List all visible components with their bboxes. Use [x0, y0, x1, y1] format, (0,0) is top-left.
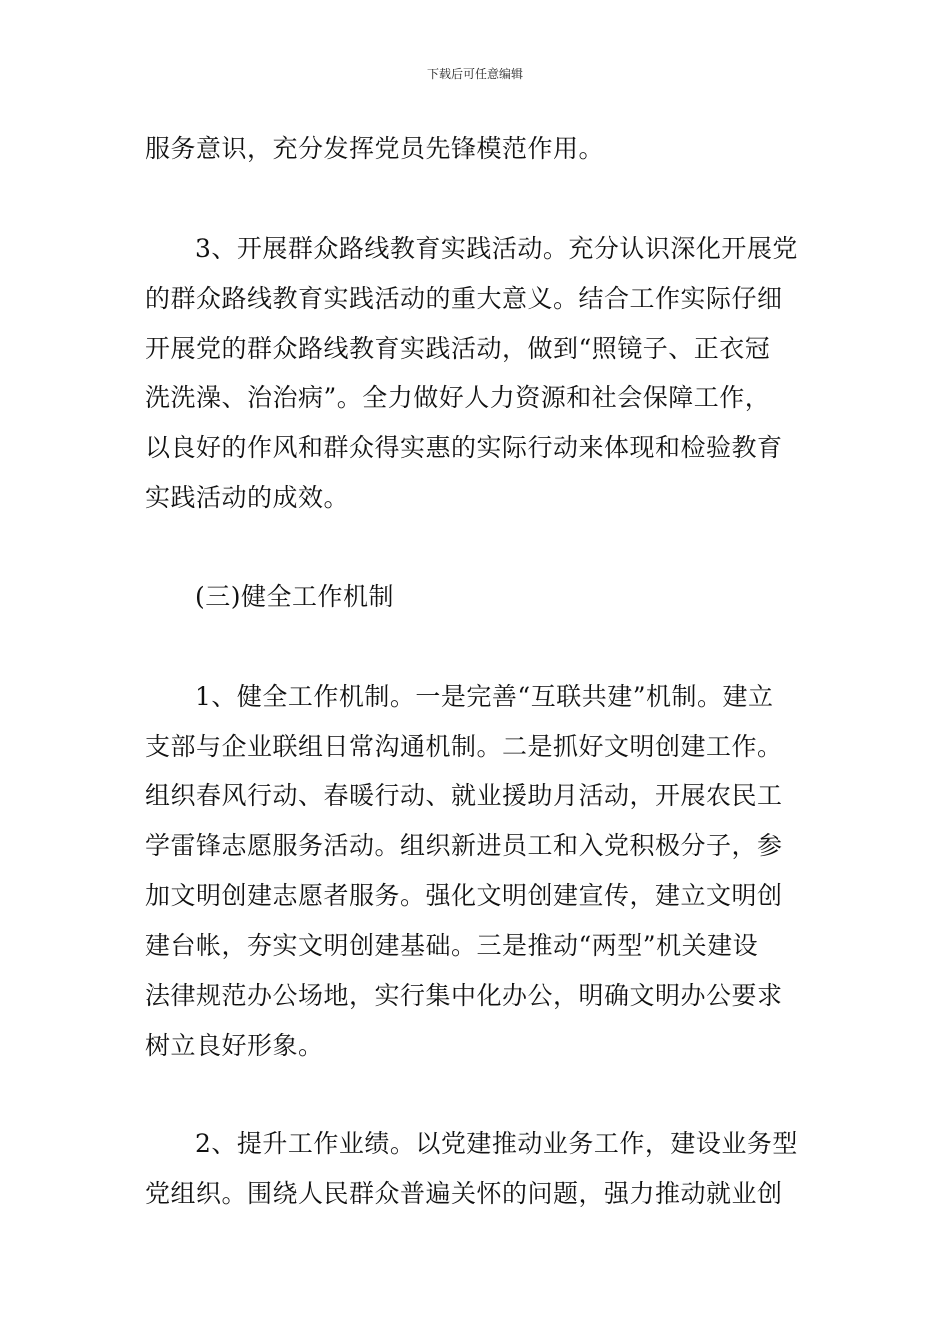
text-line: 开展党的群众路线教育实践活动，做到“照镜子、正衣冠	[145, 334, 771, 363]
text-line: 法律规范办公场地，实行集中化办公，明确文明办公要求	[145, 981, 783, 1010]
text-line: 洗洗澡、治治病”。全力做好人力资源和社会保障工作，	[145, 383, 771, 412]
text-line: 服务意识，充分发挥党员先锋模范作用。	[145, 134, 605, 163]
text-line: 加文明创建志愿者服务。强化文明创建宣传，建立文明创	[145, 881, 783, 910]
text-line: 实践活动的成效。	[145, 483, 350, 512]
text-line: 党组织。围绕人民群众普遍关怀的问题，强力推动就业创	[145, 1179, 783, 1208]
text-line: 以良好的作风和群众得实惠的实际行动来体现和检验教育	[145, 433, 783, 462]
text-line: 的群众路线教育实践活动的重大意义。结合工作实际仔细	[145, 284, 783, 313]
page-header: 下载后可任意编辑	[426, 67, 523, 81]
text-line: 3、开展群众路线教育实践活动。充分认识深化开展党	[195, 234, 798, 263]
text-line: 建台帐，夯实文明创建基础。三是推动“两型”机关建设	[145, 931, 759, 960]
section-heading: (三)健全工作机制	[195, 582, 395, 611]
text-line: 2、提升工作业绩。以党建推动业务工作，建设业务型	[195, 1129, 798, 1158]
text-line: 树立良好形象。	[145, 1031, 324, 1060]
text-line: 学雷锋志愿服务活动。组织新进员工和入党积极分子，参	[145, 831, 783, 860]
text-line: 支部与企业联组日常沟通机制。二是抓好文明创建工作。	[145, 732, 783, 761]
text-line: 1、健全工作机制。一是完善“互联共建”机制。建立	[195, 682, 774, 711]
text-line: 组织春风行动、春暖行动、就业援助月活动，开展农民工	[145, 781, 783, 810]
